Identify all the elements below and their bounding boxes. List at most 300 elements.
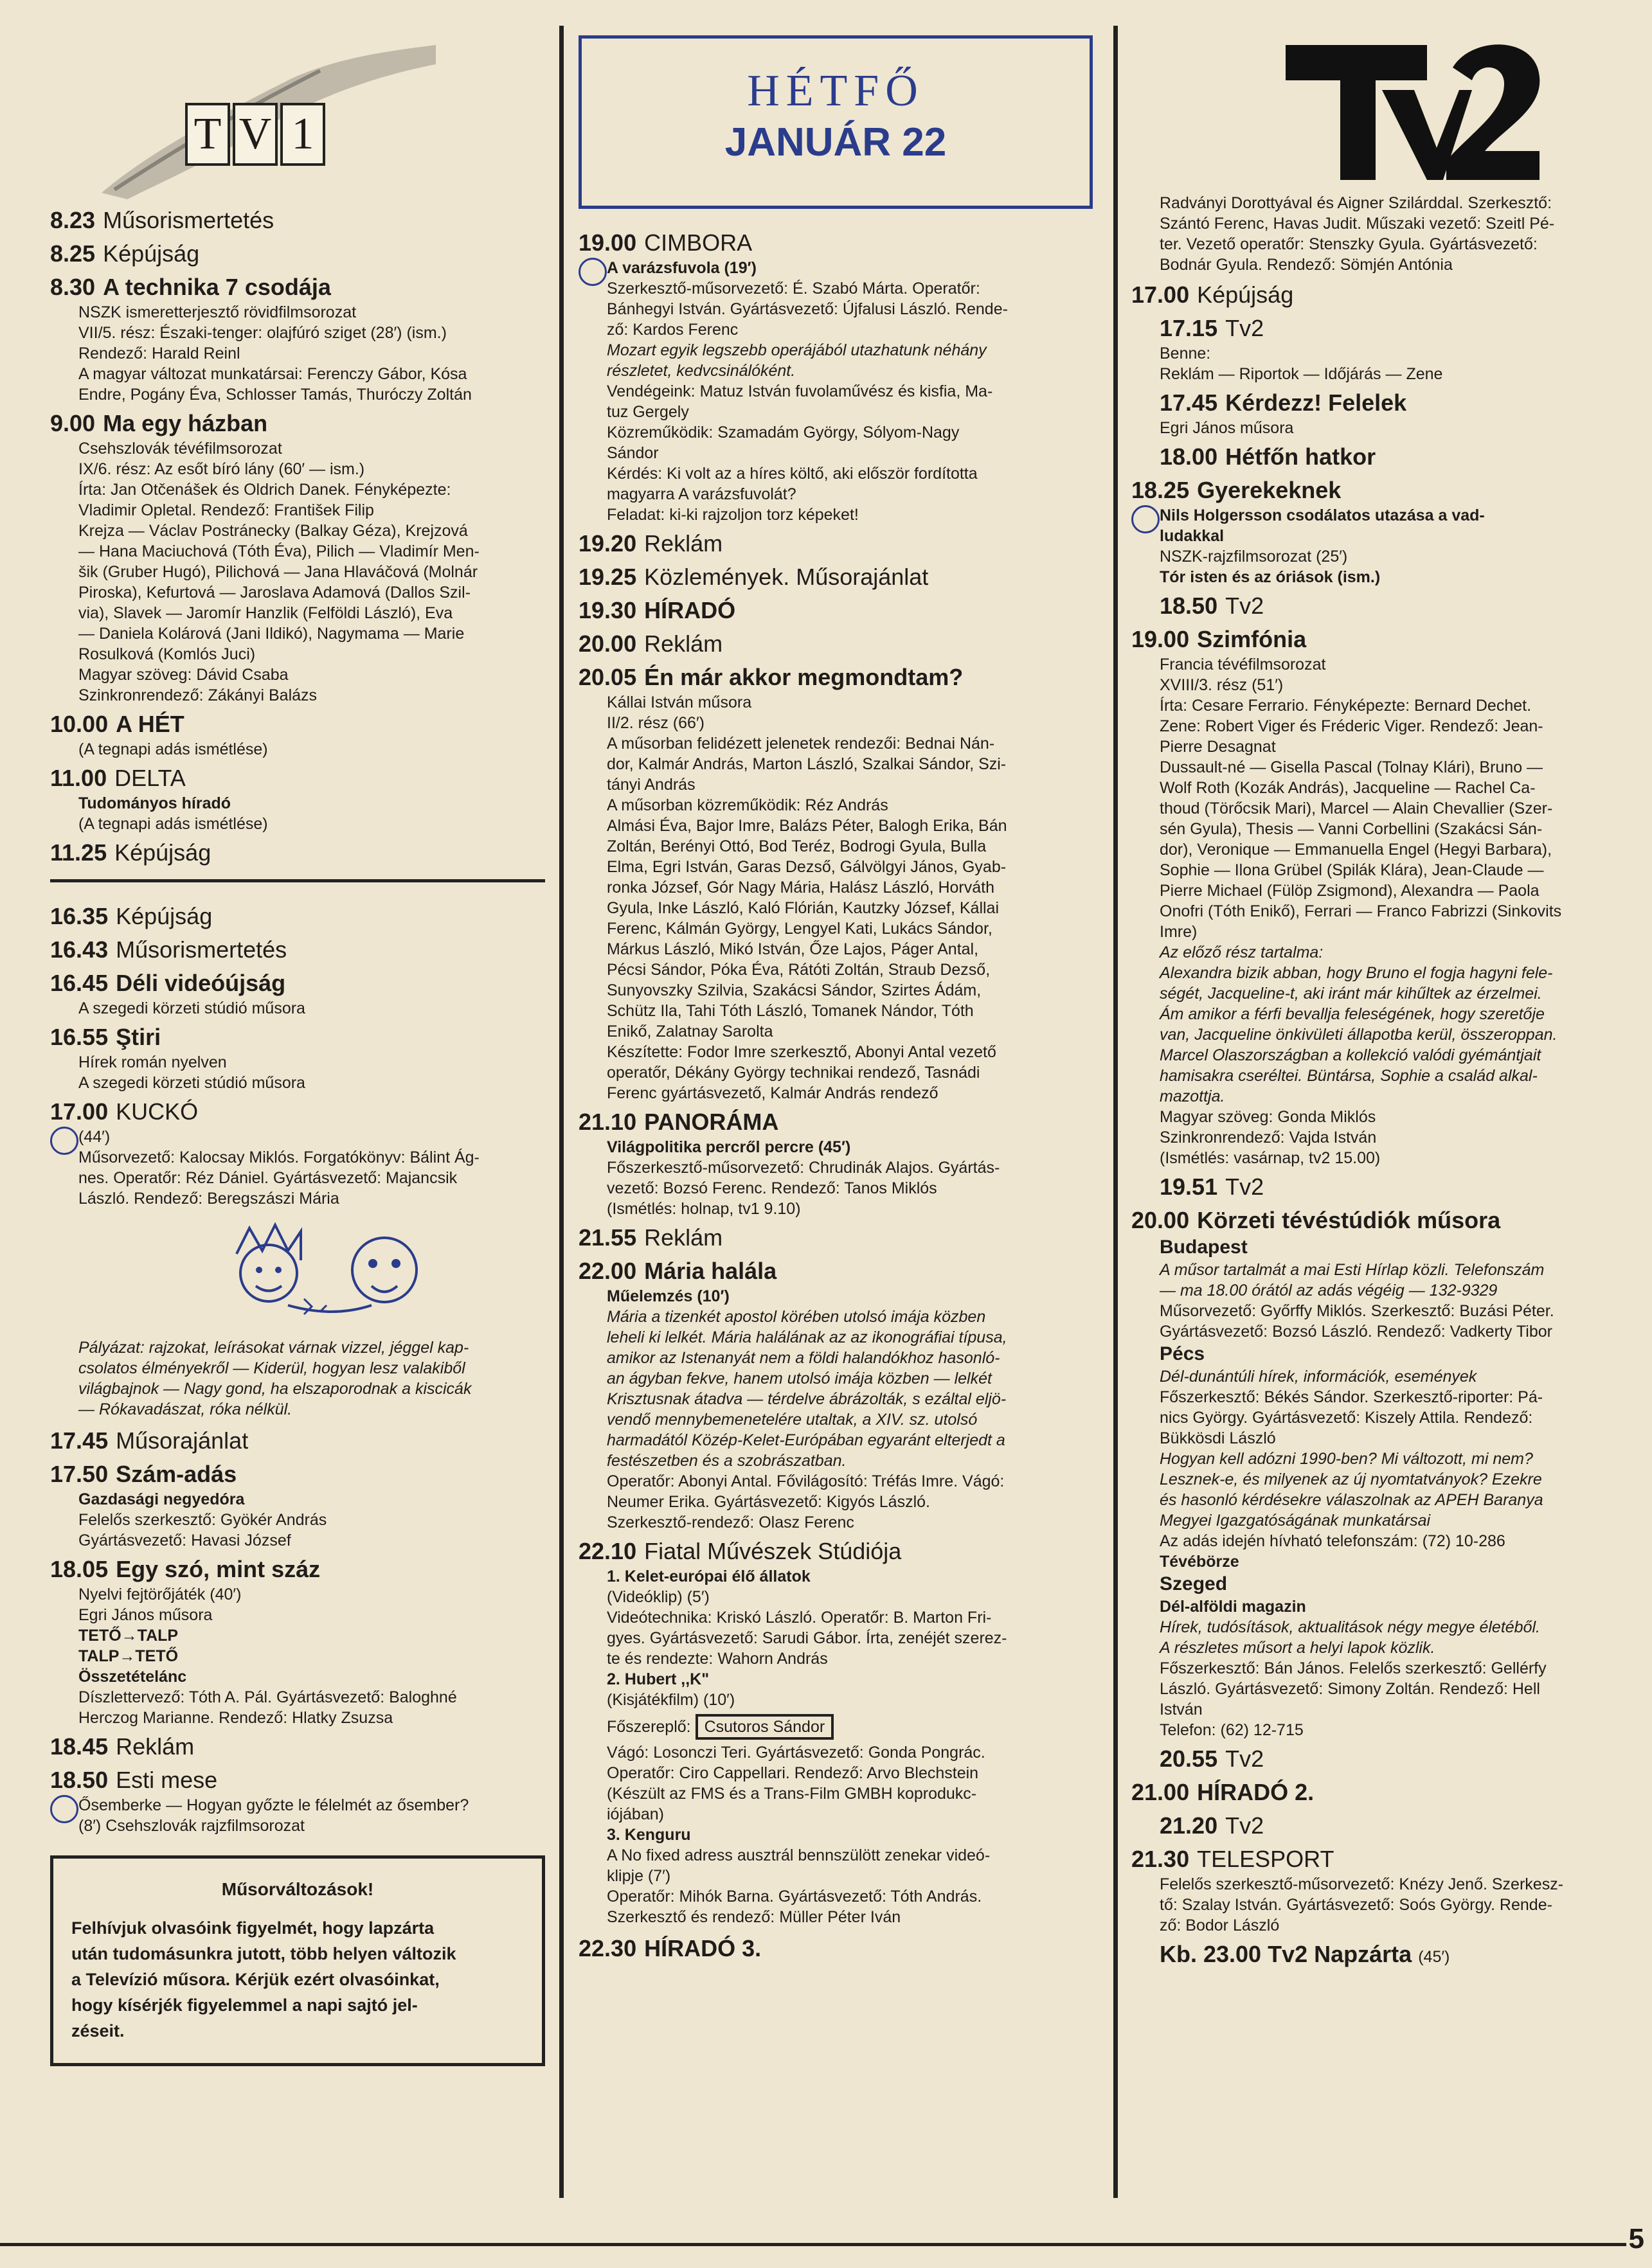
program-time: 19.20	[579, 530, 637, 557]
tv2-column	[1131, 39, 1646, 1976]
program-detail-line: Tudományos híradó	[78, 794, 231, 812]
program-detail-line: ző: Bodor László	[1160, 1916, 1280, 1934]
program-entry	[1131, 280, 1646, 310]
program-detail-line: TALP→TETŐ	[78, 1647, 179, 1665]
program-detail-line: Francia tévéfilmsorozat	[1160, 656, 1326, 674]
program-entry	[50, 838, 545, 868]
program-detail-line: Hírek, tudósítások, aktualitások négy megye életéből.	[1160, 1618, 1540, 1636]
program-detail-line: — ma 18.00 órától az adás végéig — 132-9329	[1160, 1281, 1498, 1299]
program-time: 19.00	[579, 229, 637, 256]
program-detail-line: Feladat: ki-ki rajzoljon torz képeket!	[607, 506, 859, 524]
program-time: 16.55	[50, 1024, 109, 1050]
program-detail-line: Nils Holgersson csodálatos utazása a vad-	[1160, 505, 1646, 526]
text-line: csolatos élményekről — Kiderül, hogyan lesz valakiből	[78, 1359, 465, 1377]
program-detail-line: Ferenc, Kálmán György, Lengyel Kati, Lukács Sándor,	[607, 920, 992, 938]
program-time: 20.55	[1160, 1746, 1218, 1772]
program-entry	[1131, 314, 1646, 384]
program-title: Kérdezz! Felelek	[1225, 389, 1407, 416]
program-detail-line: amikor az Istenanyát nem a földi halandókhoz hasonló-	[607, 1349, 1000, 1367]
program-detail-line: Imre)	[1160, 923, 1198, 941]
program-detail-line: dor, Kalmár András, Marton László, Szalkai Sándor, Szi-	[607, 755, 1007, 773]
program-detail-line: Gyártásvezető: Bozsó László. Rendező: Vadkerty Tibor	[1160, 1323, 1552, 1341]
program-detail-line: Pierre Desagnat	[1160, 738, 1276, 756]
program-detail-line: Budapest	[1160, 1237, 1248, 1258]
program-title: Ma egy házban	[103, 410, 268, 436]
program-time: 20.05	[579, 664, 637, 690]
program-detail-line: Főszerkesztő-műsorvezető: Chrudinák Alajos. Gyártás-	[607, 1159, 1000, 1177]
program-detail-line: te és rendezte: Wahorn András	[607, 1650, 828, 1668]
program-entry	[579, 1256, 1099, 1533]
program-detail-line: sén Gyula), Thesis — Vanni Corbellini (Szakácsi Sán-	[1160, 820, 1543, 838]
program-detail-line: dor), Veronique — Emmanuella Engel (Hegyi Barbara),	[1160, 841, 1552, 859]
program-title: Mária halála	[644, 1258, 777, 1284]
program-entry	[1131, 476, 1646, 587]
program-time: 22.10	[579, 1538, 637, 1564]
program-title: HÍRADÓ 3.	[644, 1935, 762, 1961]
program-entry	[579, 596, 1099, 625]
program-detail-line: Vladimir Opletal. Rendező: František Filip	[78, 501, 374, 519]
program-entry	[579, 1934, 1099, 1963]
hubert-lead-line	[607, 1714, 1099, 1740]
program-title: A HÉT	[116, 711, 184, 737]
tv1-column	[50, 39, 545, 2066]
kucko-note	[50, 1337, 545, 1420]
program-title: Fiatal Művészek Stúdiója	[644, 1538, 902, 1564]
tv1-logo	[50, 39, 545, 206]
program-detail-line: nes. Operatőr: Réz Dániel. Gyártásvezető: Majancsik	[78, 1169, 458, 1187]
program-title: HÍRADÓ	[644, 597, 736, 623]
program-entry	[579, 228, 1099, 525]
program-detail-line: TETŐ→TALP	[78, 1627, 179, 1645]
program-detail-line: tő: Szalay István. Gyártásvezető: Soós György. Rende-	[1160, 1896, 1552, 1914]
program-detail-line: A műsor tartalmát a mai Esti Hírlap közli. Telefonszám	[1160, 1261, 1545, 1279]
program-title: Képújság	[103, 240, 200, 267]
program-detail-line: Készítette: Fodor Imre szerkesztő, Abonyi Antal vezető	[607, 1043, 996, 1061]
program-entry	[579, 562, 1099, 592]
program-title: A technika 7 csodája	[103, 274, 331, 300]
program-entry	[1131, 1844, 1646, 1936]
program-detail-line: Összetételánc	[78, 1668, 187, 1686]
program-title: Én már akkor megmondtam?	[644, 664, 964, 690]
program-detail-line: Reklám — Riportok — Időjárás — Zene	[1160, 365, 1443, 383]
program-title: KUCKÓ	[116, 1098, 199, 1125]
program-detail-line: Zene: Robert Viger és Fréderic Viger. Rendező: Jean-	[1160, 717, 1543, 735]
tv1-logo-letter: T	[185, 103, 230, 166]
program-detail-line: A szegedi körzeti stúdió műsora	[78, 999, 305, 1017]
program-detail-line: Műsorvezető: Kalocsay Miklós. Forgatókönyv: Bálint Ág-	[78, 1148, 480, 1166]
program-entry	[50, 763, 545, 834]
text-line: iójában)	[607, 1805, 664, 1823]
program-detail-line: Írta: Cesare Ferrario. Fényképezte: Bernard Dechet.	[1160, 697, 1532, 715]
program-detail-line: Ferenc gyártásvezető, Kalmár András rendező	[607, 1084, 938, 1102]
program-detail-line: Ám amikor a férfi bevallja feleségének, hogy szeretője	[1160, 1005, 1545, 1023]
program-detail-line: Kállai István műsora	[607, 693, 752, 711]
program-time: 10.00	[50, 711, 109, 737]
program-detail-line: VII/5. rész: Északi-tenger: olajfúró sziget (28′) (ism.)	[78, 324, 447, 342]
program-detail-line: Lesznek-e, és milyenek az új nyomtatványok? Ezekre	[1160, 1470, 1542, 1488]
page-number: 5	[1628, 2223, 1644, 2255]
program-detail-line: A magyar változat munkatársai: Ferenczy Gábor, Kósa	[78, 365, 467, 383]
program-title: Tv2	[1225, 315, 1264, 341]
program-time: 17.15	[1160, 315, 1218, 341]
program-detail-line: an ágyban fekve, hanem utolsó imája közben — lelkét	[607, 1370, 992, 1388]
program-detail-line: Krejza — Václav Postránecky (Balkay Géza), Krejzová	[78, 522, 468, 540]
text-line: 3. Kenguru	[607, 1826, 691, 1844]
text-line: Operatőr: Ciro Cappellari. Rendező: Arvo Blechstein	[607, 1764, 979, 1782]
morning-afternoon-divider	[50, 879, 545, 882]
program-detail-line: Rosulková (Komlós Juci)	[78, 645, 256, 663]
text-line: Bodnár Gyula. Rendező: Sömjén Antónia	[1160, 256, 1453, 274]
program-detail-line: operatőr, Dékány György technikai rendező, Tasnádi	[607, 1064, 980, 1082]
text-line: (Készült az FMS és a Trans-Film GMBH koprodukc-	[607, 1785, 977, 1803]
program-entry	[50, 1555, 545, 1728]
program-title: Közlemények. Műsorajánlat	[644, 564, 929, 590]
program-detail-line: Közreműködik: Szamadám György, Sólyom-Nagy	[607, 424, 960, 442]
program-detail-line: (Ismétlés: vasárnap, tv2 15.00)	[1160, 1149, 1381, 1167]
program-detail-line: Szerkesztő-műsorvezető: É. Szabó Márta. Operatőr:	[607, 280, 980, 298]
program-detail-line: Herczog Marianne. Rendező: Hlatky Zsuzsa	[78, 1709, 393, 1727]
program-detail-line: Zoltán, Berényi Ottó, Bod Teréz, Bodrogi Gyula, Bulla	[607, 837, 987, 855]
program-title: DELTA	[114, 765, 186, 791]
program-detail-line: Vendégeink: Matuz István fuvolaművész és kisfia, Ma-	[607, 382, 993, 400]
program-detail-line: Pierre Michael (Fülöp Zsigmond), Alexandra — Paola	[1160, 882, 1540, 900]
program-detail-line: A varázsfuvola (19′)	[607, 258, 1099, 278]
program-time: 18.50	[50, 1767, 109, 1793]
program-detail-line: Egri János műsora	[1160, 419, 1294, 437]
program-entry	[50, 1097, 545, 1209]
program-detail-line: harmadától Közép-Kelet-Európában egyaránt elterjedt a	[607, 1431, 1005, 1449]
text-line: hogy kísérjék figyelemmel a napi sajtó jel-	[71, 1996, 418, 2015]
column-divider-right	[1113, 26, 1118, 2198]
program-detail-line: részletet, kedvcsinálóként.	[607, 362, 796, 380]
program-detail-line: Elma, Egri István, Garas Dezső, Gálvölgyi János, Gyab-	[607, 858, 1007, 876]
program-detail-line: hamisakra cseréltei. Büntársa, Sophie a család alkal-	[1160, 1067, 1538, 1085]
program-detail-line: (A tegnapi adás ismétlése)	[78, 815, 268, 833]
program-detail-line: Wolf Roth (Kozák András), Jacqueline — Rachel Ca-	[1160, 779, 1536, 797]
program-detail-line: Írta: Jan Otčenášek és Oldrich Danek. Fényképezte:	[78, 481, 451, 499]
program-detail-line: (A tegnapi adás ismétlése)	[78, 740, 268, 758]
program-title: Reklám	[644, 1224, 723, 1251]
program-detail-line: festészetben és a szobrászatban.	[607, 1452, 847, 1470]
program-entry	[1131, 1206, 1646, 1740]
program-time: 11.25	[50, 839, 107, 866]
program-entry	[50, 272, 545, 405]
program-detail-line: Műsorvezető: Győrffy Miklós. Szerkesztő: Buzási Péter.	[1160, 1302, 1554, 1320]
program-detail-line: via), Slavek — Jaromír Hanzlik (Felföldi László), Eva	[78, 604, 453, 622]
program-detail-line: Videótechnika: Kriskó László. Operatőr: B. Marton Fri-	[607, 1609, 992, 1627]
program-time: 18.50	[1160, 593, 1218, 619]
program-detail-line: Felelős szerkesztő: Gyökér András	[78, 1511, 327, 1529]
program-detail-line: Dussault-né — Gisella Pascal (Tolnay Klári), Bruno —	[1160, 758, 1543, 776]
program-detail-line: Felelős szerkesztő-műsorvezető: Knézy Jenő. Szerkesz-	[1160, 1875, 1564, 1893]
program-title: CIMBORA	[644, 229, 753, 256]
program-entry	[50, 206, 545, 235]
program-time: 18.45	[50, 1733, 109, 1760]
program-detail-line: A részletes műsort a helyi lapok közlik.	[1160, 1639, 1435, 1657]
tv2-program-list	[1131, 280, 1646, 1936]
text-line: Szerkesztő és rendező: Müller Péter Iván	[607, 1908, 901, 1926]
program-duration: (45′)	[1418, 1948, 1450, 1966]
program-detail-line: Szerkesztő-rendező: Olasz Ferenc	[607, 1513, 854, 1531]
program-detail-line: NSZK ismeretterjesztő rövidfilmsorozat	[78, 303, 357, 321]
program-detail-line: Sunyovszky Szilvia, Szakácsi Sándor, Szirtes Ádám,	[607, 981, 982, 999]
program-title: Tv2	[1225, 593, 1264, 619]
program-detail-line: Márkus László, Mikó István, Őze Lajos, Páger Antal,	[607, 940, 979, 958]
program-detail-line: mazottja.	[1160, 1087, 1225, 1105]
program-entry	[50, 1732, 545, 1762]
program-detail-line: šik (Gruber Hugó), Pilichová — Jana Hlaváčová (Molnár	[78, 563, 478, 581]
tv1-afternoon-list	[50, 902, 545, 1209]
kids-drawing-icon	[192, 1215, 449, 1331]
text-line: klipje (7′)	[607, 1867, 671, 1885]
text-line: Radványi Dorottyával és Aigner Szilárddal. Szerkesztő:	[1160, 194, 1552, 212]
program-entry	[1131, 1811, 1646, 1841]
program-entry	[579, 1107, 1099, 1219]
text-line: Operatőr: Mihók Barna. Gyártásvezető: Tóth András.	[607, 1888, 982, 1906]
program-detail-line: magyarra A varázsfuvolát?	[607, 485, 796, 503]
program-entry	[50, 1765, 545, 1836]
tv1-logo-letter: V	[233, 103, 278, 166]
program-title: Hétfőn hatkor	[1225, 443, 1376, 470]
program-detail-line: Gazdasági negyedóra	[78, 1490, 245, 1508]
text-line: a Televízió műsora. Kérjük ezért olvasóinkat,	[71, 1970, 440, 1989]
program-entry	[50, 1426, 545, 1456]
program-title: Reklám	[116, 1733, 195, 1760]
notice-title: Műsorváltozások!	[221, 1879, 374, 1899]
program-detail-line: Krisztusnak átadva — térdelve ábrázolták, s ezáltal eljö-	[607, 1390, 1007, 1408]
program-time: 19.30	[579, 597, 637, 623]
program-title: Körzeti tévéstúdiók műsora	[1197, 1207, 1501, 1233]
program-detail-line: tányi András	[607, 776, 696, 794]
childrens-program-circle-icon	[50, 1795, 78, 1823]
text-line: A No fixed adress ausztrál bennszülött zenekar videó-	[607, 1846, 991, 1864]
program-detail-line: Bánhegyi István. Gyártásvezető: Újfalusi László. Rende-	[607, 300, 1008, 318]
program-detail-line: Piroska), Kefurtová — Jaroslava Adamová (Dallos Szil-	[78, 584, 471, 602]
program-entry	[579, 629, 1099, 659]
program-detail-line: Alexandra bizik abban, hogy Bruno el fogja hagyni fele-	[1160, 964, 1553, 982]
program-time: 20.00	[579, 630, 637, 657]
program-entry	[579, 1537, 1099, 1710]
program-detail-line: ségét, Jacqueline-t, aki iránt már kihűltek az érzelmei.	[1160, 985, 1542, 1003]
program-detail-line: Marcel Olaszországban a kollekció valódi gyémántjait	[1160, 1046, 1541, 1064]
program-entry	[50, 1460, 545, 1551]
text-line: zéseit.	[71, 2021, 125, 2040]
program-entry	[50, 1022, 545, 1093]
program-time: 21.30	[1131, 1846, 1190, 1872]
program-title: Szám-adás	[116, 1461, 237, 1487]
program-detail-line: (Ismétlés: holnap, tv1 9.10)	[607, 1200, 801, 1218]
program-detail-line: 2. Hubert ,,K"	[607, 1670, 710, 1688]
program-entry	[1131, 625, 1646, 1168]
program-entry	[1131, 1778, 1646, 1807]
program-detail-line: Ősemberke — Hogyan győzte le félelmét az ősember?	[78, 1795, 545, 1816]
program-detail-line: Rendező: Harald Reinl	[78, 344, 240, 362]
program-title: Egy szó, mint száz	[116, 1556, 321, 1582]
program-time: 17.50	[50, 1461, 109, 1487]
program-time: 17.45	[50, 1427, 109, 1454]
program-time: 8.30	[50, 274, 96, 300]
program-title: PANORÁMA	[644, 1109, 779, 1135]
program-detail-line: Világpolitika percről percre (45′)	[607, 1138, 851, 1156]
program-detail-line: Szinkronrendező: Zákányi Balázs	[78, 686, 318, 704]
program-detail-line: László. Gyártásvezető: Simony Zoltán. Rendező: Hell	[1160, 1680, 1540, 1698]
program-entry	[50, 239, 545, 269]
program-detail-line: Tévébörze	[1160, 1553, 1239, 1571]
program-detail-line: Megyei Igazgatóságának munkatársai	[1160, 1512, 1431, 1530]
program-detail-line: thoud (Törőcsik Mari), Marcel — Alain Chevallier (Szer-	[1160, 799, 1553, 817]
program-detail-line: leheli ki lelkét. Mária halálának az az ikonográfiai típusa,	[607, 1328, 1007, 1346]
program-detail-line: Szeged	[1160, 1573, 1228, 1594]
childrens-program-circle-icon	[50, 1127, 78, 1155]
program-time: 19.00	[1131, 626, 1190, 652]
program-detail-line: (8′) Csehszlovák rajzfilmsorozat	[78, 1817, 305, 1835]
program-detail-line: gyes. Gyártásvezető: Sarudi Gábor. Írta, zenéjét szerez-	[607, 1629, 1007, 1647]
program-detail-line: A műsorban felidézett jelenetek rendezői: Bednai Nán-	[607, 735, 995, 753]
program-time: 21.10	[579, 1109, 637, 1135]
program-time: 21.00	[1131, 1779, 1190, 1805]
program-detail-line: Szinkronrendező: Vajda István	[1160, 1129, 1377, 1147]
text-line: Szántó Ferenc, Havas Judit. Műszaki vezető: Szeitl Pé-	[1160, 215, 1555, 233]
program-title: TELESPORT	[1197, 1846, 1334, 1872]
program-entry	[50, 935, 545, 965]
program-entry	[50, 969, 545, 1019]
program-time: 8.23	[50, 207, 96, 233]
program-time: 16.45	[50, 970, 109, 996]
program-change-notice	[50, 1855, 545, 2066]
program-detail-line: Neumer Erika. Gyártásvezető: Kigyós László.	[607, 1493, 930, 1511]
program-detail-line: van, Jacqueline önkivületi állapotba kerül, összeroppan.	[1160, 1026, 1558, 1044]
program-detail-line: Mozart egyik legszebb operájából utazhatunk néhány	[607, 341, 987, 359]
program-entry	[579, 529, 1099, 558]
program-detail-line: — Hana Maciuchová (Tóth Éva), Pilich — Vladimír Men-	[78, 542, 480, 560]
program-detail-line: Sophie — Ilona Grübel (Spilák Klára), Jean-Claude —	[1160, 861, 1544, 879]
program-detail-line: Bükkösdi László	[1160, 1429, 1276, 1447]
program-time: Kb. 23.00	[1160, 1941, 1262, 1967]
text-line: Felhívjuk olvasóink figyelmét, hogy lapzárta	[71, 1918, 435, 1938]
tv1-morning-list	[50, 206, 545, 868]
program-title: HÍRADÓ 2.	[1197, 1779, 1315, 1805]
program-entry	[579, 663, 1099, 1103]
program-detail-line: vendő mennybemenetelére utaltak, a XIV. sz. utolsó	[607, 1411, 978, 1429]
program-time: 19.51	[1160, 1174, 1218, 1200]
bottom-rule	[0, 2243, 1626, 2246]
center-program-list	[579, 228, 1099, 1710]
program-title: Képújság	[116, 903, 213, 929]
program-detail-line: László. Rendező: Beregszászi Mária	[78, 1190, 339, 1208]
program-time: 22.00	[579, 1258, 637, 1284]
program-entry	[1131, 591, 1646, 621]
program-detail-line: Enikő, Zalatnay Sarolta	[607, 1022, 773, 1040]
program-time: 19.25	[579, 564, 637, 590]
program-detail-line: Magyar szöveg: Gonda Miklós	[1160, 1108, 1376, 1126]
program-time: 21.20	[1160, 1812, 1218, 1839]
program-title: Képújság	[114, 839, 211, 866]
program-detail-line: Sándor	[607, 444, 659, 462]
program-title: Műsorismertetés	[103, 207, 274, 233]
program-detail-line: Hírek román nyelven	[78, 1053, 227, 1071]
program-detail-line: Nyelvi fejtörőjáték (40′)	[78, 1585, 242, 1603]
program-time: 11.00	[50, 765, 107, 791]
program-detail-line: Pécsi Sándor, Póka Éva, Rátóti Zoltán, Straub Dezső,	[607, 961, 991, 979]
program-entry	[1131, 442, 1646, 472]
program-time: 20.00	[1131, 1207, 1190, 1233]
program-detail-line: II/2. rész (66′)	[607, 714, 705, 732]
program-title: Reklám	[644, 630, 723, 657]
program-entry	[50, 902, 545, 931]
program-title: Reklám	[644, 530, 723, 557]
program-detail-line: ludakkal	[1160, 527, 1225, 545]
tv1-logo-letter: 1	[280, 103, 325, 166]
program-detail-line: és hasonló kérdésekre válaszolnak az APEH Baranya	[1160, 1491, 1543, 1509]
program-title: Képújság	[1197, 281, 1294, 308]
center-column	[579, 39, 1099, 1967]
date-label: JANUÁR 22	[724, 120, 947, 165]
program-detail-line: nics György. Gyártásvezető: Kiszely Attila. Rendező:	[1160, 1409, 1533, 1427]
program-title: Tv2 Napzárta	[1268, 1941, 1412, 1967]
program-time: 18.00	[1160, 443, 1218, 470]
program-detail-line: Dél-dunántúli hírek, információk, események	[1160, 1368, 1477, 1386]
program-detail-line: Magyar szöveg: Dávid Csaba	[78, 666, 289, 684]
day-name: HÉTFŐ	[747, 66, 924, 116]
childrens-program-circle-icon	[1131, 505, 1160, 533]
program-time: 21.55	[579, 1224, 637, 1251]
text-line: Pályázat: rajzokat, leírásokat várnak vizzel, jéggel kap-	[78, 1339, 469, 1357]
program-detail-line: ronka József, Gór Nagy Mária, Halász László, Horváth	[607, 879, 995, 897]
program-time: 16.35	[50, 903, 109, 929]
program-title: Szimfónia	[1197, 626, 1307, 652]
program-detail-line: IX/6. rész: Az esőt bíró lány (60′ — ism.)	[78, 460, 365, 478]
program-detail-line: Schütz Ila, Tahi Tóth László, Tomanek Nándor, Tóth	[607, 1002, 974, 1020]
tv1-evening-list	[50, 1426, 545, 1836]
program-detail-line: tuz Gergely	[607, 403, 689, 421]
program-detail-line: Gyártásvezető: Havasi József	[78, 1531, 291, 1549]
program-title: Tv2	[1225, 1746, 1264, 1772]
program-detail-line: NSZK-rajzfilmsorozat (25′)	[1160, 548, 1348, 566]
program-detail-line: Kérdés: Ki volt az a híres költő, aki először fordította	[607, 465, 978, 483]
program-detail-line: Operatőr: Abonyi Antal. Fővilágosító: Tréfás Imre. Vágó:	[607, 1472, 1005, 1490]
program-detail-line: Egri János műsora	[78, 1606, 213, 1624]
program-title: Gyerekeknek	[1197, 477, 1342, 503]
program-detail-line: Főszerkesztő: Bán János. Felelős szerkesztő: Gellérfy	[1160, 1659, 1547, 1677]
program-detail-line: Almási Éva, Bajor Imre, Balázs Péter, Balogh Erika, Bán	[607, 817, 1007, 835]
text-line: — Rókavadászat, róka nélkül.	[78, 1400, 292, 1418]
program-detail-line: Endre, Pogány Éva, Schlosser Tamás, Thuróczy Zoltán	[78, 386, 472, 404]
program-detail-line: ző: Kardos Ferenc	[607, 321, 739, 339]
program-entry	[1131, 1172, 1646, 1202]
text-line: világbajnok — Nagy gond, ha elszaporodnak a kiscicák	[78, 1380, 472, 1398]
program-detail-line: Pécs	[1160, 1343, 1205, 1364]
program-entry	[50, 710, 545, 760]
text-line: után tudomásunkra jutott, több helyen változik	[71, 1944, 456, 1963]
program-detail-line: Dél-alföldi magazin	[1160, 1598, 1306, 1616]
program-detail-line: Műelemzés (10′)	[607, 1287, 730, 1305]
tv2-logo-icon	[1279, 32, 1549, 186]
column-divider-left	[559, 26, 564, 2198]
kucko-illustration	[50, 1215, 545, 1331]
program-detail-line: — Daniela Kolárová (Jani Ildikó), Nagymama — Marie	[78, 625, 465, 643]
program-detail-line: A szegedi körzeti stúdió műsora	[78, 1074, 305, 1092]
program-detail-line: István	[1160, 1701, 1203, 1719]
program-detail-line: (44′)	[78, 1127, 545, 1147]
program-entry	[579, 1223, 1099, 1253]
program-detail-line: Az előző rész tartalma:	[1160, 943, 1324, 961]
notice-text	[71, 1915, 524, 2044]
tv2-logo	[1131, 39, 1646, 193]
program-title: Esti mese	[116, 1767, 218, 1793]
program-detail-line: Telefon: (62) 12-715	[1160, 1721, 1304, 1739]
program-time: 8.25	[50, 240, 96, 267]
program-title: Műsorajánlat	[116, 1427, 249, 1454]
